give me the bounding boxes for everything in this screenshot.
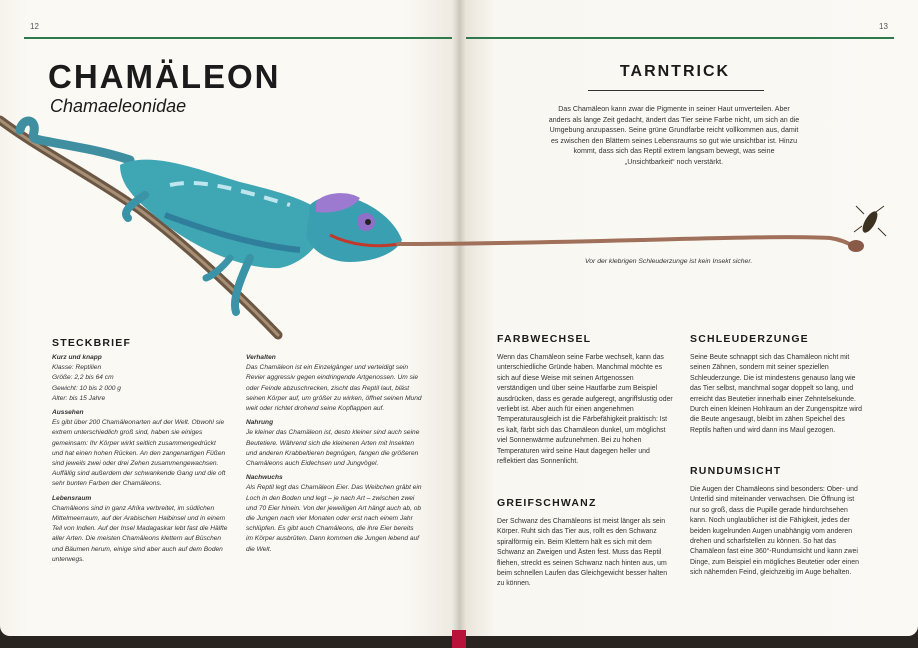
page-title: CHAMÄLEON	[48, 58, 281, 95]
chameleon-tongue	[398, 237, 858, 248]
tarntrick-rule	[588, 90, 764, 91]
rundumsicht-text: Die Augen der Chamäleons sind besonders: Ober- und Unterlid sind miteinander verwachsen. Die Öffnung ist nur so groß, dass die Pupille gerade hindurchsehen kann. Noch unglaublicher ist die Fähigkeit, jedes der beiden kugelrunden Augen unabhängig vom anderen drehen und scharfstellen zu können. So hat das Chamäleon fast eine 360°-Rundumsicht und kann zwei Dinge, zum Beispiel ein mögliches Beutetier oder einen sich nähernden Feind, gleichzeitig im Auge behalten.	[690, 486, 859, 577]
verhalten-text: Das Chamäleon ist ein Einzelgänger und verteidigt sein Revier aggressiv gegen eindringende Artgenossen. Um sie oder Feinde abzuschrecken, zischt das Reptil laut, bläst seinen Körper auf, um größer zu wirken, öffnet seinen Mund weit oder richtet drohend seine Kopflappen auf.	[246, 364, 422, 413]
kurz-line: Klasse: Reptilien	[52, 364, 102, 372]
lebensraum-title: Lebensraum	[52, 494, 92, 502]
schleuderzunge-heading: SCHLEUDERZUNGE	[690, 333, 809, 345]
greifschwanz-text: Der Schwanz des Chamäleons ist meist länger als sein Körper. Ruht sich das Tier aus, rollt es den Schwanz spiralförmig ein. Beim Klettern hält es sich mit dem Schwanz an Zweigen und Ästen fest. Muss das Reptil fliehen, streckt es seinen Schwanz nach hinten aus, um beim schnellen Laufen das Gleichgewicht besser halten zu können.	[497, 518, 668, 588]
aussehen-title: Aussehen	[52, 409, 84, 417]
steckbrief-heading: STECKBRIEF	[52, 337, 132, 349]
nachwuchs-text: Als Reptil legt das Chamäleon Eier. Das Weibchen gräbt ein Loch in den Boden und legt – je nach Art – zwischen zwei und 70 Eier hinein. Von der jeweiligen Art hängt auch ab, ob die Jungen nach vier Monaten oder erst nach einem Jahr schlüpfen. Es gibt auch Chamäleons, die ihre Eier bereits im Körper ausbrüten. Dann kommen die Jungen lebend auf die Welt.	[246, 484, 422, 553]
insect-icon	[854, 206, 886, 236]
nahrung-title: Nahrung	[246, 419, 274, 427]
kurz-line: Alter: bis 15 Jahre	[52, 394, 106, 402]
tarntrick-text: Das Chamäleon kann zwar die Pigmente in seiner Haut umverteilen. Aber anders als lange Zeit gedacht, ändert das Tier seine Farbe nicht, um sich an die Umgebung anzupassen. Seine grüne Grundfarbe reicht vollkommen aus, damit es zwischen den Blättern seines Lebensraums so gut wie unsichtbar ist. Hinzu kommt, dass sich das Reptil extrem langsam bewegt, was seine „Unsichtbarkeit“ noch verstärkt.	[548, 105, 800, 166]
page-subtitle: Chamaeleonidae	[50, 96, 187, 116]
lebensraum-text: Chamäleons sind in ganz Afrika verbreitet, im südlichen Mittelmeerraum, auf der Arabischen Halbinsel und in einem Teil von Indien. Auf der Insel Madagaskar lebt fast die Hälfte aller Arten. Die meisten Chamäleons klettern auf Büschen und Bäumen herum, einige sind aber auch auf dem Boden unterwegs.	[52, 504, 228, 563]
kurz-line: Gewicht: 10 bis 2 000 g	[52, 384, 121, 392]
farbwechsel-text: Wenn das Chamäleon seine Farbe wechselt, kann das unterschiedliche Gründe haben. Manchmal möchte es sich auf diese Weise mit seinen Artgenossen verständigen und über seine Hautfarbe zum Beispiel ausdrücken, dass es gerade aufgeregt, angriffslustig oder verliebt ist. Aber auch für einen angenehmen Temperaturausgleich ist die Färbefähigkeit praktisch: Ist es kalt, färbt sich das Chamäleon dunkel, um möglichst viel Sonnenwärme aufzunehmen. Bei zu hohen Temperaturen wird seine Haut dagegen heller und reflektiert das Sonnenlicht.	[497, 354, 673, 466]
schleuderzunge-text: Seine Beute schnappt sich das Chamäleon nicht mit seinen Zähnen, sondern mit seiner speziellen Schleuderzunge. Die ist mindestens genauso lang wie das Tier selbst, manchmal sogar doppelt so lang, und erreicht das Beutetier innerhalb einer Zehntelsekunde. Durch einen kleinen Hohlraum an der Zungenspitze wird die Beute angesaugt, bleibt im zähen Speichel des Reptils haften und wird dann ins Maul gezogen.	[690, 354, 862, 434]
page-number-right: 13	[879, 22, 888, 31]
farbwechsel-heading: FARBWECHSEL	[497, 333, 592, 345]
kurz-line: Größe: 2,2 bis 64 cm	[52, 374, 114, 382]
page-number-left: 12	[30, 22, 39, 31]
tarntrick-heading: TARNTRICK	[619, 63, 731, 80]
rundumsicht-heading: RUNDUMSICHT	[690, 465, 782, 477]
nachwuchs-title: Nachwuchs	[246, 474, 283, 482]
chameleon-tail	[20, 121, 130, 160]
greifschwanz-heading: GREIFSCHWANZ	[497, 497, 597, 509]
steckbrief-column-2	[246, 353, 422, 559]
steckbrief-column-1	[52, 353, 228, 569]
kurz-title: Kurz und knapp	[52, 354, 102, 361]
aussehen-text: Es gibt über 200 Chamäleonarten auf der Welt. Obwohl sie extrem unterschiedlich groß sind, haben sie einiges gemeinsam: Ihr Körper wirkt seitlich zusammengedrückt und hat einen hohen Rücken. An den zangenartigen Füßen sind jeweils zwei oder drei Zehen zusammengewachsen. Auffällig sind außerdem der schwankende Gang und die oft sehr bunten Farben der Chamäleons.	[52, 419, 226, 488]
illustration-caption: Vor der klebrigen Schleuderzunge ist kein Insekt sicher.	[585, 258, 753, 265]
nahrung-text: Je kleiner das Chamäleon ist, desto kleiner sind auch seine Beutetiere. Während sich die kleineren Arten mit Insekten und anderen Krabbeltieren begnügen, fangen die größeren Chamäleons auch Eidechsen und Jungvögel.	[246, 429, 420, 468]
verhalten-title: Verhalten	[246, 354, 276, 361]
